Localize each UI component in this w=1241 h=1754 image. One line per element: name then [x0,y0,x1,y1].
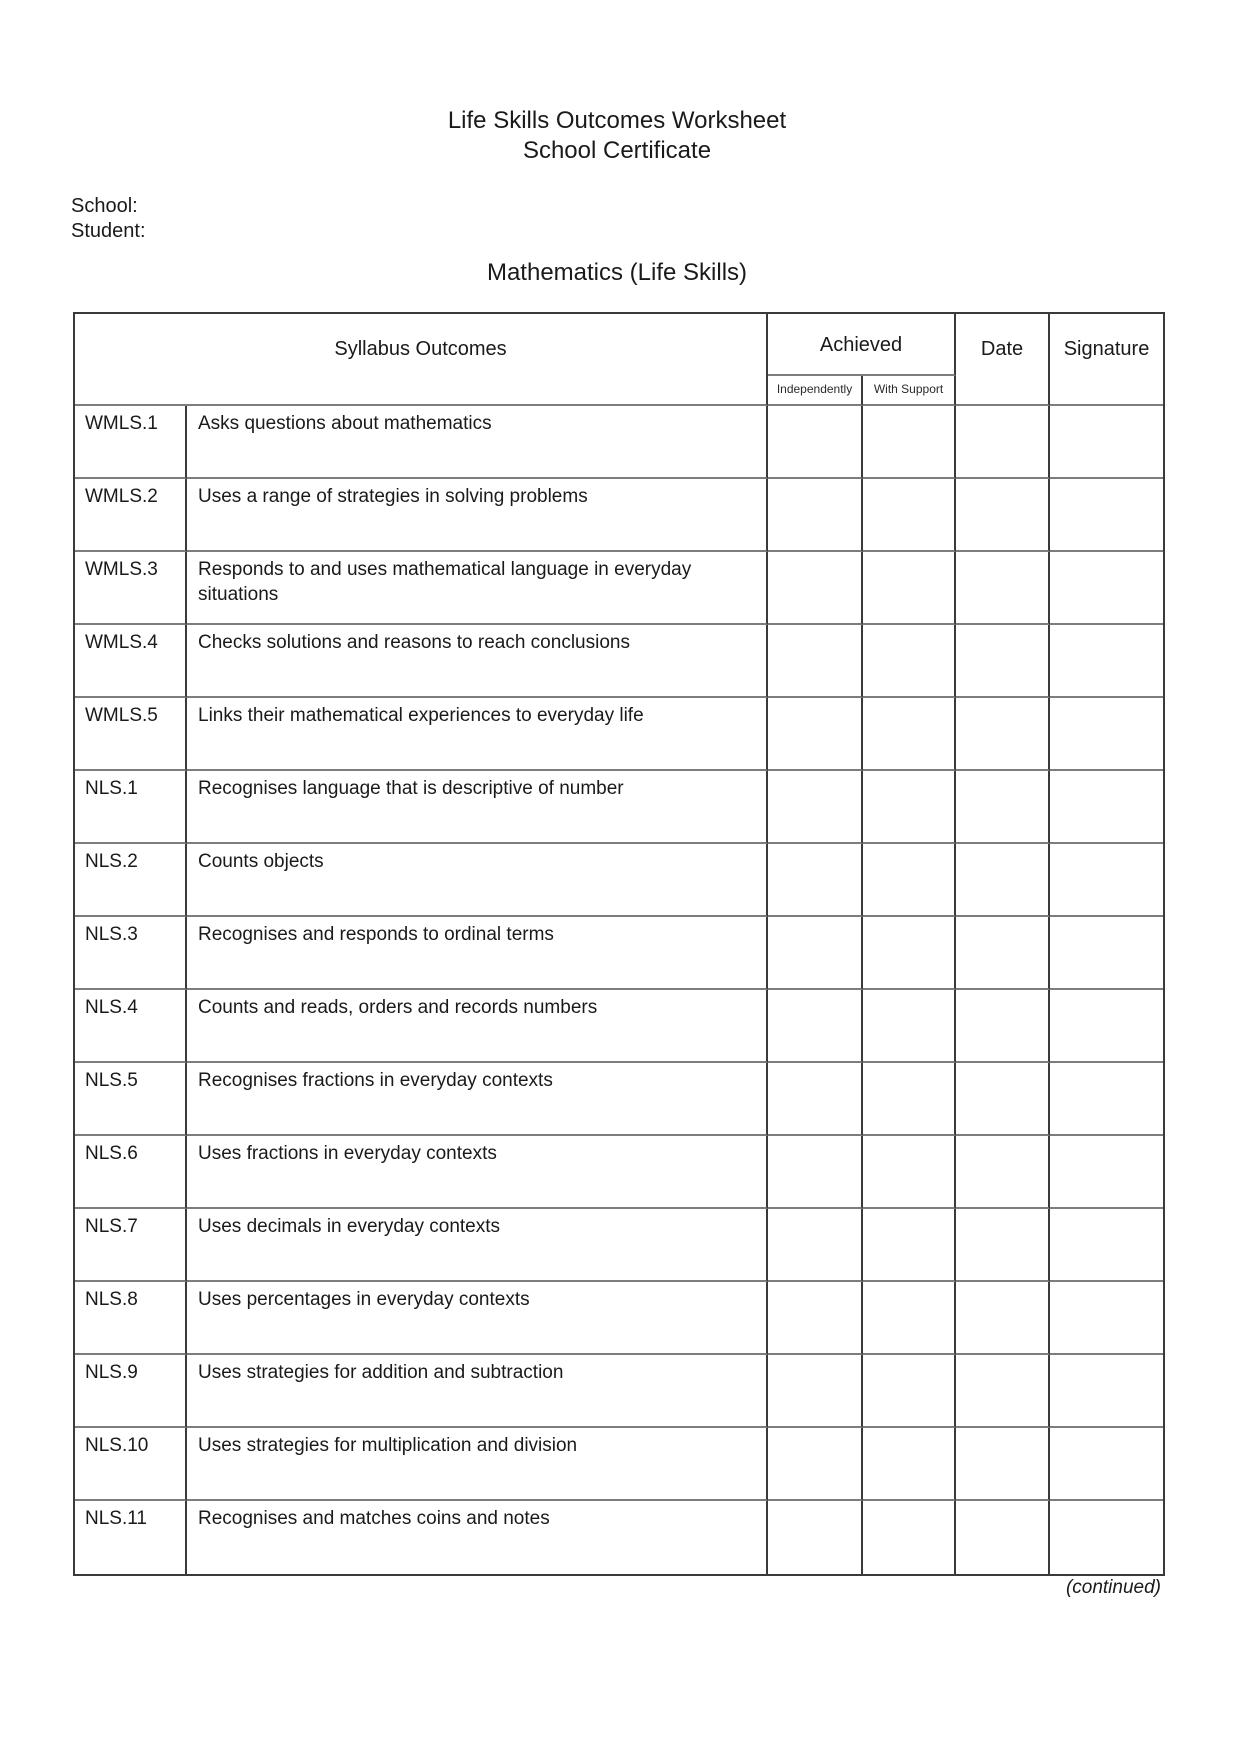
outcome-row [75,698,1163,771]
outcome-description: Counts and reads, orders and records numbers [187,990,768,1063]
outcome-code: NLS.7 [75,1209,187,1282]
outcome-description: Uses decimals in everyday contexts [187,1209,768,1282]
outcome-row [75,1063,1163,1136]
achieved-with-support-cell [863,1501,956,1574]
achieved-independently-cell [768,1136,863,1209]
signature-cell [1050,990,1163,1063]
title-line-2: School Certificate [522,137,712,164]
outcome-row [75,479,1163,552]
date-cell [956,1063,1050,1136]
outcome-row [75,844,1163,917]
achieved-header: Achieved [768,314,956,376]
achieved-independently-cell [768,406,863,479]
signature-cell [1050,1209,1163,1282]
date-cell [956,1136,1050,1209]
achieved-with-support-cell [863,1282,956,1355]
achieved-independently-cell [768,917,863,990]
outcome-description: Uses fractions in everyday contexts [187,1136,768,1209]
achieved-with-support-cell [863,1428,956,1501]
signature-cell [1050,1501,1163,1574]
student-label: Student: [71,220,146,242]
date-cell [956,990,1050,1063]
outcome-row [75,1501,1163,1574]
signature-cell [1050,1282,1163,1355]
signature-cell [1050,917,1163,990]
outcome-code: NLS.1 [75,771,187,844]
document-title [73,106,1161,166]
date-cell [956,1428,1050,1501]
outcome-row [75,990,1163,1063]
outcome-description: Uses strategies for multiplication and division [187,1428,768,1501]
outcome-row [75,625,1163,698]
outcome-description: Recognises language that is descriptive of number [187,771,768,844]
outcome-description: Recognises and matches coins and notes [187,1501,768,1574]
outcome-code: WMLS.4 [75,625,187,698]
outcome-row [75,771,1163,844]
signature-cell [1050,1355,1163,1428]
independently-subheader: Independently [768,376,863,406]
signature-cell [1050,1136,1163,1209]
achieved-independently-cell [768,1355,863,1428]
signature-cell [1050,1428,1163,1501]
achieved-with-support-cell [863,844,956,917]
table-header-row [75,314,1163,376]
outcome-code: NLS.2 [75,844,187,917]
achieved-independently-cell [768,1501,863,1574]
achieved-independently-cell [768,698,863,771]
achieved-independently-cell [768,1282,863,1355]
date-cell [956,1501,1050,1574]
outcome-row [75,1355,1163,1428]
signature-cell [1050,406,1163,479]
outcome-code: WMLS.5 [75,698,187,771]
continued-note: (continued) [1065,1577,1161,1598]
outcome-code: NLS.11 [75,1501,187,1574]
date-cell [956,479,1050,552]
signature-cell [1050,479,1163,552]
outcome-code: NLS.10 [75,1428,187,1501]
outcome-code: NLS.4 [75,990,187,1063]
date-cell [956,406,1050,479]
date-cell [956,844,1050,917]
date-cell [956,1355,1050,1428]
outcome-row [75,1136,1163,1209]
outcome-description: Recognises fractions in everyday contexts [187,1063,768,1136]
outcome-code: NLS.5 [75,1063,187,1136]
outcome-code: WMLS.1 [75,406,187,479]
outcome-description: Uses percentages in everyday contexts [187,1282,768,1355]
achieved-with-support-cell [863,771,956,844]
achieved-independently-cell [768,844,863,917]
outcome-code: WMLS.2 [75,479,187,552]
title-line-1: Life Skills Outcomes Worksheet [447,107,787,134]
outcome-description: Counts objects [187,844,768,917]
syllabus-outcomes-header: Syllabus Outcomes [75,314,768,406]
identification-block [71,194,146,244]
signature-cell [1050,771,1163,844]
achieved-with-support-cell [863,1355,956,1428]
date-cell [956,771,1050,844]
outcome-description: Recognises and responds to ordinal terms [187,917,768,990]
outcome-description: Uses strategies for addition and subtraction [187,1355,768,1428]
signature-cell [1050,1063,1163,1136]
outcome-description: Checks solutions and reasons to reach conclusions [187,625,768,698]
achieved-with-support-cell [863,1136,956,1209]
achieved-independently-cell [768,552,863,625]
outcome-code: NLS.3 [75,917,187,990]
outcome-code: NLS.6 [75,1136,187,1209]
achieved-with-support-cell [863,698,956,771]
outcome-row [75,1282,1163,1355]
achieved-with-support-cell [863,917,956,990]
date-cell [956,698,1050,771]
achieved-independently-cell [768,771,863,844]
signature-cell [1050,552,1163,625]
outcomes-table [73,312,1165,1576]
with-support-subheader: With Support [863,376,956,406]
outcome-row [75,552,1163,625]
achieved-independently-cell [768,1063,863,1136]
school-label: School: [71,195,138,217]
achieved-with-support-cell [863,552,956,625]
achieved-independently-cell [768,990,863,1063]
signature-header: Signature [1050,314,1163,406]
achieved-independently-cell [768,1428,863,1501]
outcome-description: Asks questions about mathematics [187,406,768,479]
section-heading: Mathematics (Life Skills) [486,259,748,286]
signature-cell [1050,844,1163,917]
date-cell [956,917,1050,990]
outcome-code: NLS.9 [75,1355,187,1428]
date-header: Date [956,314,1050,406]
outcome-row [75,917,1163,990]
date-cell [956,552,1050,625]
outcome-description: Responds to and uses mathematical language in everyday situations [187,552,768,625]
achieved-independently-cell [768,625,863,698]
outcome-row [75,1428,1163,1501]
outcome-row [75,1209,1163,1282]
date-cell [956,1282,1050,1355]
date-cell [956,625,1050,698]
achieved-with-support-cell [863,479,956,552]
achieved-with-support-cell [863,406,956,479]
outcome-code: NLS.8 [75,1282,187,1355]
achieved-with-support-cell [863,990,956,1063]
outcome-description: Uses a range of strategies in solving problems [187,479,768,552]
achieved-with-support-cell [863,1063,956,1136]
signature-cell [1050,625,1163,698]
outcome-code: WMLS.3 [75,552,187,625]
achieved-with-support-cell [863,1209,956,1282]
date-cell [956,1209,1050,1282]
signature-cell [1050,698,1163,771]
achieved-independently-cell [768,1209,863,1282]
achieved-independently-cell [768,479,863,552]
outcome-row [75,406,1163,479]
outcome-description: Links their mathematical experiences to everyday life [187,698,768,771]
achieved-with-support-cell [863,625,956,698]
